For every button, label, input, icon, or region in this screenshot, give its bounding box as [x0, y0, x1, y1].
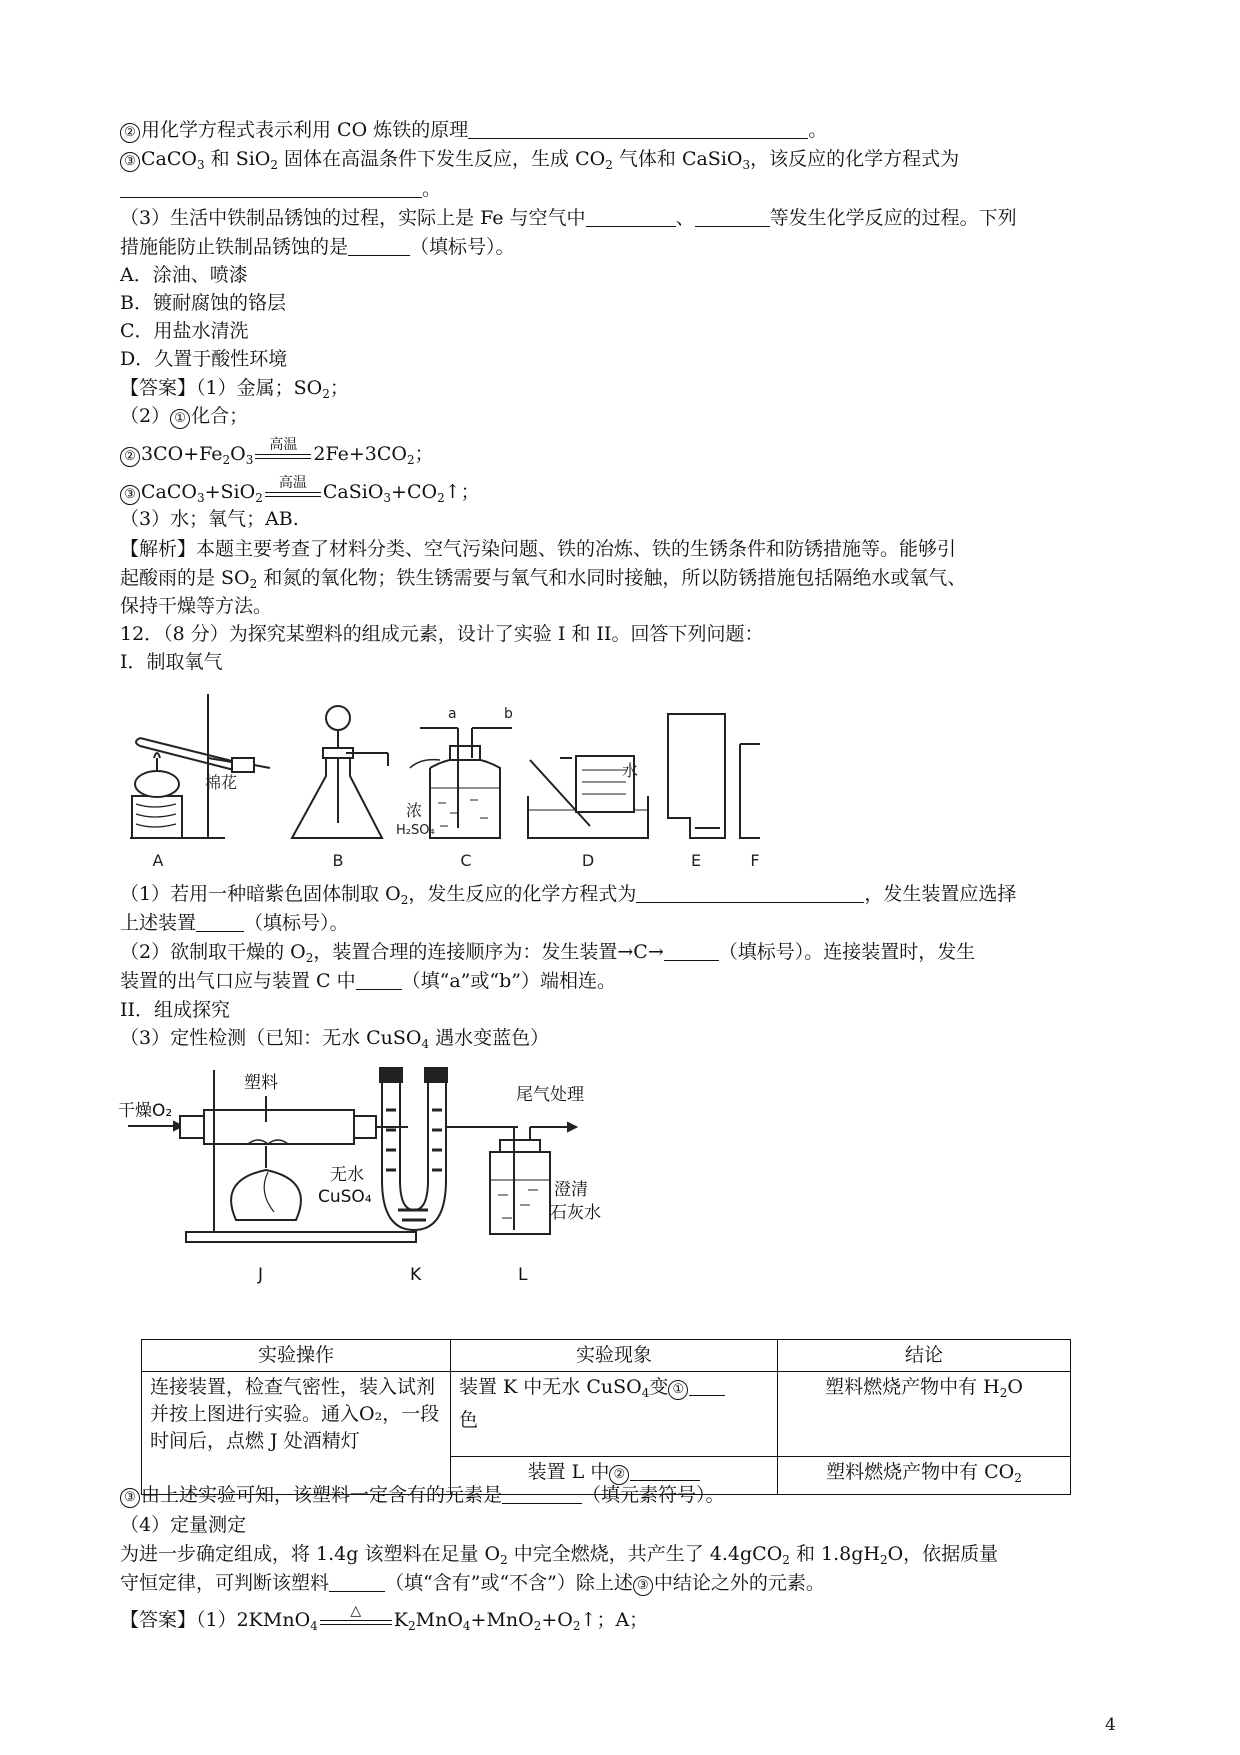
- table-row: [142, 1372, 1071, 1457]
- question-12-2b: 装置的出气口应与装置 C 中 （填“a”或“b”）端相连。: [120, 970, 616, 992]
- svg-text:干燥O₂: 干燥O₂: [118, 1101, 173, 1121]
- label-F: F: [750, 851, 760, 870]
- question-3-line1: （3）生活中铁制品锈蚀的过程，实际上是 Fe 与空气中 、 等发生化学反应的过程。下列: [120, 207, 1017, 229]
- answer-line-blank: 。: [120, 178, 441, 200]
- label-D: D: [581, 851, 595, 870]
- svg-text:a: a: [448, 706, 457, 722]
- question-line-3: ③ CaCO$_3$ 和 SiO$_2$ 固体在高温条件下发生反应，生成 $CO_2$ 气体和 CaSiO$_3$，该反应的化学方程式为: [120, 148, 959, 176]
- section-2-title: II．组成探究: [120, 999, 231, 1021]
- question-12-3c: ③ 由上述实验可知，该塑料一定含有的元素是 （填元素符号）。: [120, 1484, 725, 1508]
- option-c: C．用盐水清洗: [120, 320, 249, 342]
- answer-equation-1: ② $3CO+Fe_2O_3$ 高温 $2Fe+3CO_2$；: [120, 443, 434, 471]
- svg-text:H₂SO₄: H₂SO₄: [396, 823, 435, 838]
- answer-blank[interactable]: [586, 208, 676, 227]
- svg-text:b: b: [504, 706, 513, 722]
- label-L: L: [518, 1265, 528, 1285]
- question-12-1b: 上述装置 （填标号）。: [120, 912, 349, 934]
- high-temp-condition: 高温: [265, 481, 321, 503]
- heat-condition: △: [320, 1609, 392, 1631]
- analysis-line1: 【解析】本题主要考查了材料分类、空气污染问题、铁的冶炼、铁的生锈条件和防锈措施等。能够引: [120, 538, 957, 560]
- label-B: B: [332, 851, 344, 870]
- answer-blank[interactable]: [356, 971, 402, 990]
- label-C: C: [460, 851, 472, 870]
- svg-text:塑料: 塑料: [244, 1073, 278, 1093]
- table-cell-operation: 连接装置，检查气密性，装入试剂并按上图进行实验。通入O₂，一段时间后，点燃 J 处酒精灯: [142, 1372, 451, 1495]
- analysis-line2: 起酸雨的是 $SO_2$ 和氮的氧化物；铁生锈需要与氧气和水同时接触，所以防锈措施包括隔绝水或氧气、: [120, 567, 967, 591]
- circled-number: ③: [120, 152, 140, 172]
- svg-text:澄清: 澄清: [554, 1180, 588, 1200]
- svg-text:棉花: 棉花: [205, 773, 238, 792]
- svg-text:浓: 浓: [406, 801, 423, 820]
- answer-12-1: 【答案】（1）2KMnO$_4$ △ $K_2MnO_4+MnO_2+O_2↑$；A；: [120, 1603, 649, 1633]
- answer-blank[interactable]: [468, 120, 808, 139]
- apparatus-figure-2: [118, 1060, 688, 1285]
- table-header: 实验现象: [451, 1340, 778, 1372]
- high-temp-condition: 高温: [255, 443, 311, 465]
- answer-blank[interactable]: [348, 237, 410, 256]
- answer-blank[interactable]: [664, 942, 719, 961]
- question-12-3: （3）定性检测（已知：无水 CuSO$_4$ 遇水变蓝色）: [120, 1027, 550, 1051]
- question-12-1: （1）若用一种暗紫色固体制取 $O_2$，发生反应的化学方程式为 ，发生装置应选择: [120, 883, 1017, 907]
- svg-text:水: 水: [622, 761, 639, 780]
- section-1-title: I．制取氧气: [120, 651, 223, 673]
- question-12-title: 12．（8 分）为探究某塑料的组成元素，设计了实验 I 和 II。回答下列问题：: [120, 623, 764, 645]
- results-table: [141, 1339, 1071, 1495]
- answer-blank[interactable]: [695, 208, 770, 227]
- answer-blank[interactable]: [120, 179, 422, 198]
- table-header: 实验操作: [142, 1340, 451, 1372]
- label-A: A: [152, 851, 164, 870]
- question-12-4c: 守恒定律，可判断该塑料 （填“含有”或“不含”）除上述 ③ 中结论之外的元素。: [120, 1572, 825, 1594]
- option-a: A．涂油、喷漆: [120, 264, 248, 286]
- answer-blank[interactable]: [329, 1573, 385, 1592]
- circled-number: ②: [120, 123, 140, 143]
- question-12-2: （2）欲制取干燥的 $O_2$，装置合理的连接顺序为：发生装置→C→ （填标号）。连接装置时，发生: [120, 941, 976, 965]
- question-12-4: （4）定量测定: [120, 1514, 247, 1536]
- analysis-line3: 保持干燥等方法。: [120, 595, 273, 617]
- page-number: 4: [1105, 1715, 1116, 1735]
- svg-text:CuSO₄: CuSO₄: [318, 1187, 372, 1207]
- svg-text:尾气处理: 尾气处理: [516, 1085, 584, 1105]
- answer-blank[interactable]: [636, 884, 864, 903]
- question-line-2: ② 用化学方程式表示利用 CO 炼铁的原理 。: [120, 119, 827, 143]
- svg-text:石灰水: 石灰水: [550, 1203, 601, 1223]
- question-3-line2: 措施能防止铁制品锈蚀的是 （填标号）。: [120, 236, 515, 258]
- answer-equation-2: ③ CaCO$_3$+SiO$_2$ 高温 $CaSiO_3+CO_2↑$；: [120, 481, 480, 509]
- label-J: J: [258, 1265, 264, 1285]
- table-cell-phenomenon-2: 装置 L 中 ②: [451, 1457, 778, 1495]
- answer-blank[interactable]: [502, 1485, 582, 1504]
- figure1-labels: [153, 851, 760, 870]
- option-d: D．久置于酸性环境: [120, 348, 288, 370]
- option-b: B．镀耐腐蚀的铬层: [120, 292, 286, 314]
- answer-blank[interactable]: [630, 1462, 700, 1481]
- table-header: 结论: [778, 1340, 1071, 1372]
- answer-3: （3）水；氧气；AB.: [120, 508, 299, 530]
- question-12-4b: 为进一步确定组成，将 1.4g 该塑料在足量 $O_2$ 中完全燃烧，共产生了 4.4gCO$_2$ 和 $1.8gH_2O$，依据质量: [120, 1543, 999, 1567]
- label-K: K: [410, 1265, 422, 1285]
- answer-2-1: （2） ① 化合；: [120, 405, 249, 427]
- table-cell-conclusion-2: 塑料燃烧产物中有 $CO_2$: [778, 1457, 1071, 1495]
- table-cell-conclusion-1: 塑料燃烧产物中有 $H_2O$: [778, 1372, 1071, 1457]
- answer-blank[interactable]: [689, 1377, 725, 1396]
- label-E: E: [690, 851, 702, 870]
- table-header-row: [142, 1340, 1071, 1372]
- svg-text:无水: 无水: [330, 1165, 364, 1185]
- answer-blank[interactable]: [196, 913, 244, 932]
- apparatus-figure-1: [120, 688, 760, 870]
- table-cell-phenomenon-1: 装置 K 中无水 CuSO$_4$变 ① 色: [451, 1372, 778, 1457]
- answer-1: 【答案】（1）金属；$SO_2$；: [120, 377, 349, 401]
